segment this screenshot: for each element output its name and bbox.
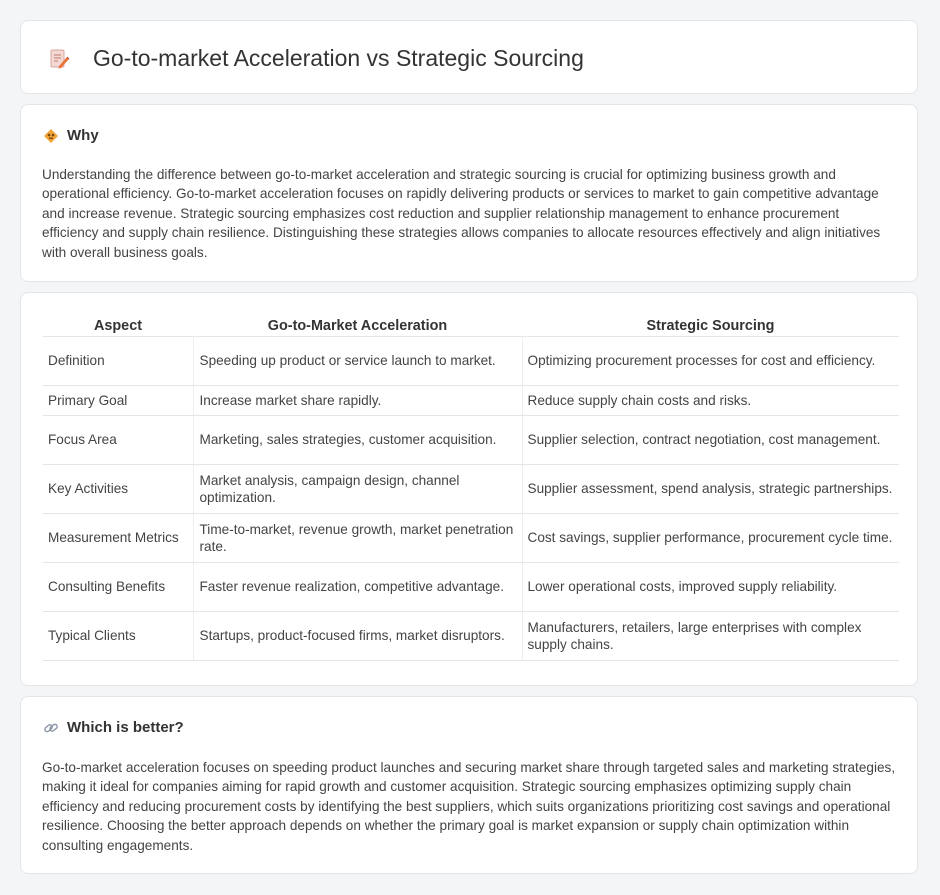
title-row [47,45,584,72]
better-header [43,719,184,736]
why-text: Understanding the difference between go-to-market acceleration and strategic sourcing is crucial for optimizing business growth and operational efficiency. Go-to-market acceleration focuses on rapidly delivering products or services to market to gain competitive advantage and increase revenue. Strategic sourcing emphasizes cost reduction and supplier relationship management to enhance procurement efficiency and supply chain resilience. Distinguishing these strategies allows companies to allocate resources effectively and align initiatives with overall business goals. [42,167,881,260]
cell-gtm: Startups, product-focused firms, market disruptors. [193,612,522,661]
cell-gtm: Increase market share rapidly. [193,386,522,416]
cell-aspect: Focus Area [43,416,193,465]
cell-aspect: Definition [43,337,193,386]
header-gtm: Go-to-Market Acceleration [267,317,448,334]
table-header-row [43,315,899,337]
cell-gtm: Market analysis, campaign design, channel optimization. [193,465,522,514]
cell-ss: Supplier assessment, spend analysis, strategic partnerships. [522,465,899,514]
better-heading: Which is better? [67,719,184,736]
title-card [20,20,918,94]
cell-ss: Lower operational costs, improved supply reliability. [522,563,899,612]
cell-aspect: Measurement Metrics [43,514,193,563]
page-title: Go-to-market Acceleration vs Strategic Sourcing [93,45,584,71]
why-header [43,127,99,144]
cell-gtm: Speeding up product or service launch to market. [193,337,522,386]
table-row [43,465,899,514]
why-section [20,104,918,282]
comparison-table [43,315,899,661]
header-aspect: Aspect [94,317,142,334]
why-heading: Why [67,127,99,144]
cell-ss: Optimizing procurement processes for cost and efficiency. [522,337,899,386]
cell-aspect: Primary Goal [43,386,193,416]
link-icon [43,720,59,736]
better-text: Go-to-market acceleration focuses on speeding product launches and securing market share through targeted sales and marketing strategies, making it ideal for companies aiming for rapid growth and customer acquisition. Strategic sourcing emphasizes optimizing supply chain efficiency and reducing procurement costs by identifying the best suppliers, which suits organizations prioritizing cost savings and operational resilience. Choosing the better approach depends on whether the primary goal is market expansion or supply chain optimization within consulting engagements. [42,760,896,853]
table-row [43,386,899,416]
header-ss: Strategic Sourcing [646,317,775,334]
table-row [43,514,899,563]
lightbulb-icon [43,128,59,144]
cell-ss: Reduce supply chain costs and risks. [522,386,899,416]
cell-gtm: Marketing, sales strategies, customer acquisition. [193,416,522,465]
cell-ss: Cost savings, supplier performance, procurement cycle time. [522,514,899,563]
cell-ss: Manufacturers, retailers, large enterprises with complex supply chains. [522,612,899,661]
table-row [43,337,899,386]
table-row [43,563,899,612]
document-edit-icon [47,47,71,71]
table-row [43,416,899,465]
better-section [20,696,918,874]
cell-aspect: Typical Clients [43,612,193,661]
cell-gtm: Faster revenue realization, competitive advantage. [193,563,522,612]
comparison-card [20,292,918,686]
cell-aspect: Key Activities [43,465,193,514]
cell-ss: Supplier selection, contract negotiation, cost management. [522,416,899,465]
table-row [43,612,899,661]
cell-gtm: Time-to-market, revenue growth, market penetration rate. [193,514,522,563]
cell-aspect: Consulting Benefits [43,563,193,612]
